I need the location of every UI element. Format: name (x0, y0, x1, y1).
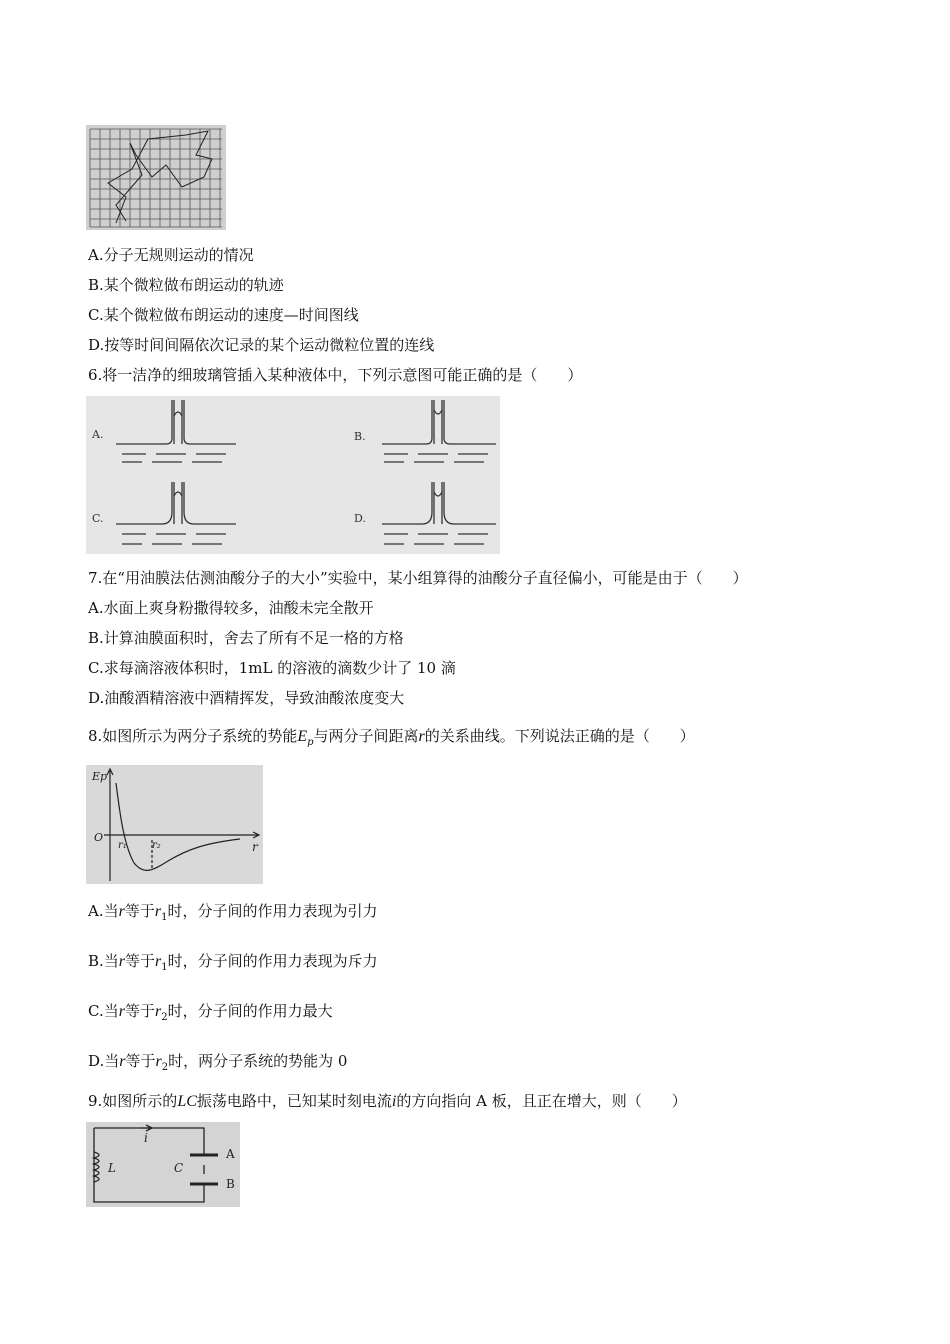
q9-stem: 9.如图所示的LC振荡电路中，已知某时刻电流i的方向指向 A 板，且正在增大，则（ ） (88, 1092, 687, 1110)
graph-r1: r₁ (118, 840, 127, 851)
fig-label-b: B. (354, 430, 366, 443)
circuit-capacitor-label: C (174, 1161, 184, 1175)
q7-option-d: D.油酸酒精溶液中酒精挥发，导致油酸浓度变大 (88, 689, 405, 707)
q6-stem: 6.将一洁净的细玻璃管插入某种液体中，下列示意图可能正确的是（ ） (88, 366, 583, 384)
q7-option-c: C.求每滴溶液体积时，1mL 的溶液的滴数少计了 10 滴 (88, 659, 456, 677)
graph-r2: r₂ (152, 840, 161, 851)
fig-label-a: A. (92, 428, 104, 441)
q5-option-c: C.某个微粒做布朗运动的速度—时间图线 (88, 306, 359, 324)
fig-label-c: C. (92, 512, 104, 525)
q8-option-a: A.当r等于$r_1$时，分子间的作用力表现为引力 (88, 902, 378, 923)
graph-xlabel: r (252, 840, 258, 854)
q8-option-b: B.当r等于$r_1$时，分子间的作用力表现为斥力 (88, 952, 378, 973)
q5-option-a: A.分子无规则运动的情况 (88, 246, 254, 264)
q8-option-d: D.当r等于$r_2$时，两分子系统的势能为 0 (88, 1052, 348, 1073)
circuit-inductor-label: L (108, 1161, 116, 1175)
q8-stem: 8.如图所示为两分子系统的势能$E_p$与两分子间距离r的关系曲线。下列说法正确的是（ ） (88, 727, 695, 748)
circuit-current-label: i (144, 1131, 148, 1145)
fig-label-d: D. (354, 512, 366, 525)
q7-stem: 7.在“用油膜法估测油酸分子的大小”实验中，某小组算得的油酸分子直径偏小，可能是由于（ ） (88, 569, 748, 587)
capillary-tubes-figure (86, 396, 500, 554)
lc-circuit-figure (86, 1122, 240, 1207)
graph-ylabel: Ep (92, 770, 108, 783)
brownian-motion-figure (86, 125, 226, 230)
graph-origin: O (94, 831, 104, 844)
circuit-plate-b-label: B (226, 1177, 235, 1191)
q5-option-d: D.按等时间间隔依次记录的某个运动微粒位置的连线 (88, 336, 435, 354)
circuit-plate-a-label: A (226, 1147, 235, 1161)
q7-option-a: A.水面上爽身粉撒得较多，油酸未完全散开 (88, 599, 374, 617)
q7-option-b: B.计算油膜面积时，舍去了所有不足一格的方格 (88, 629, 404, 647)
potential-energy-graph (86, 765, 263, 884)
q8-option-c: C.当r等于$r_2$时，分子间的作用力最大 (88, 1002, 333, 1023)
q5-option-b: B.某个微粒做布朗运动的轨迹 (88, 276, 284, 294)
